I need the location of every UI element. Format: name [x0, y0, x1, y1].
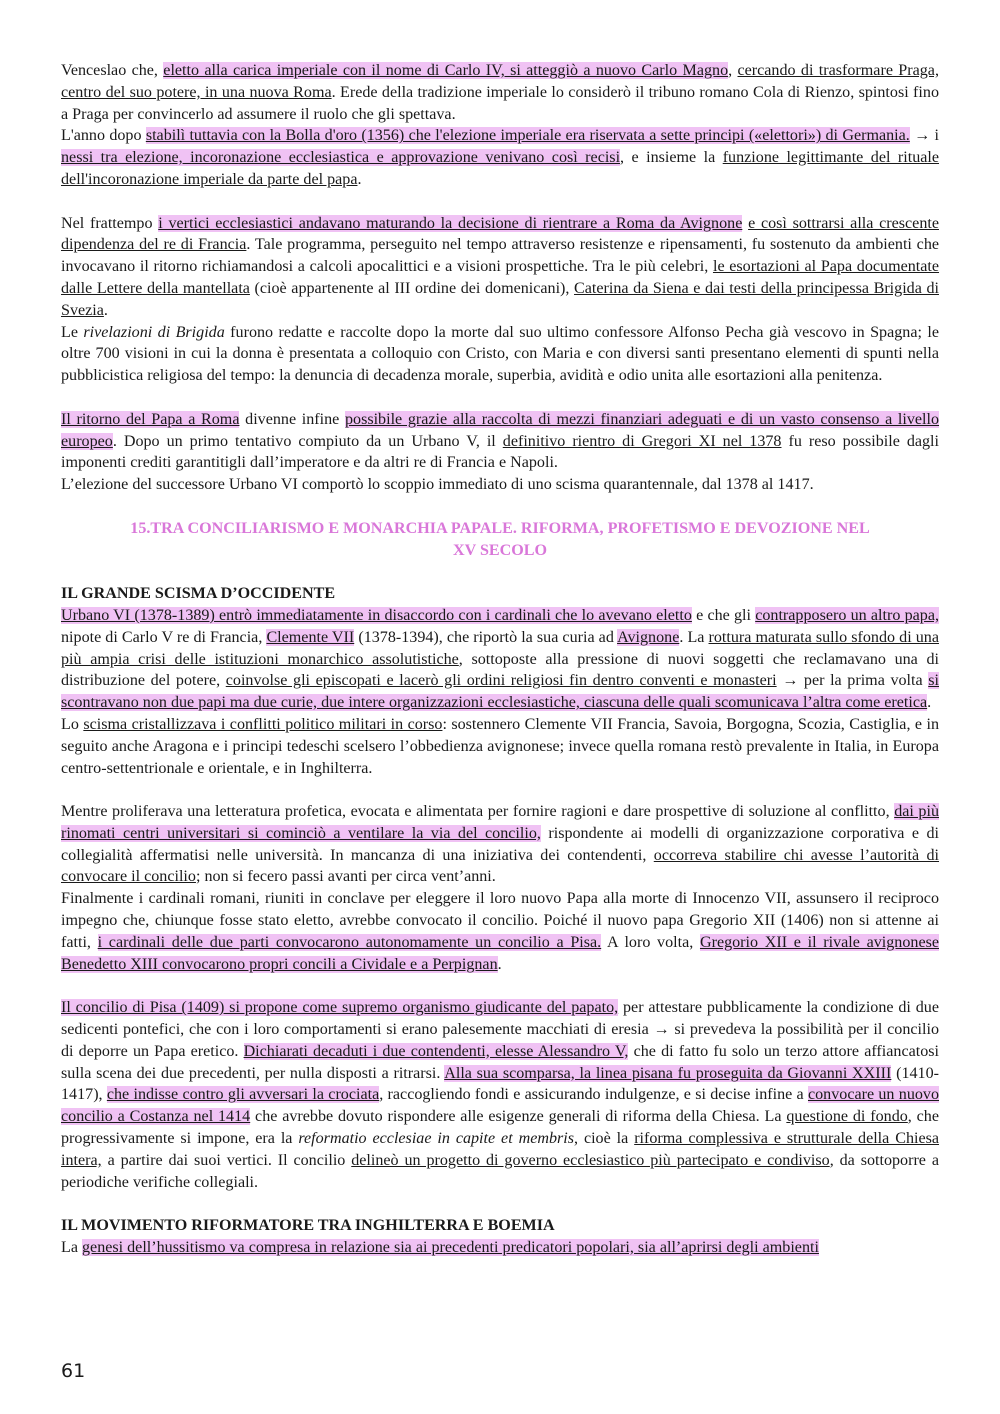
underlined-text: questione di fondo: [786, 1108, 908, 1126]
paragraph-vertici-ecclesiastici: Nel frattempo i vertici ecclesiastici andavano maturando la decisione di rientrare a Roma da Avignone e così sottrarsi alla crescente dipendenza del re di Francia. Tale programma, perseguito nel tempo attraverso resistenze e ripensamenti, fu sostenuto da ambienti che invocavano il ritorno richiamandosi a calcoli apocalittici e a visioni prospettiche. Tra le più celebri, le esortazioni al Papa documentate dalle Lettere della mantellata (cioè appartenente al III ordine dei domenicani), Caterina da Siena e dai testi della principessa Brigida di Svezia.: [61, 214, 940, 319]
underlined-text: scisma cristallizzava i conflitti politico militari in corso: [83, 715, 443, 733]
underlined-text: e così sottrarsi alla crescente dipendenza del re di Francia: [61, 214, 939, 254]
highlighted-text: eletto alla carica imperiale con il nome di Carlo IV, si atteggiò a nuovo Carlo Magno: [163, 62, 729, 79]
highlighted-text: contrapposero un altro papa,: [755, 606, 940, 624]
page-number: 61: [61, 1360, 86, 1382]
highlighted-text: Gregorio XII e il rivale avignonese Benedetto XIII convocarono propri concili a Cividale e a Perpignan: [61, 933, 939, 973]
highlighted-text: Urbano VI (1378-1389) entrò immediatamente in disaccordo con i cardinali che lo avevano eletto: [61, 606, 692, 624]
highlighted-text: Dichiarati decaduti i due contendenti, elesse Alessandro V,: [243, 1042, 629, 1060]
paragraph-scisma-conflitti: Lo scisma cristallizzava i conflitti politico militari in corso: sostennero Clemente VII Francia, Savoia, Borgogna, Scozia, Castiglia, e in seguito anche Aragona e i principi tedeschi scelsero l’obbedienza avignonese; invece quella romana restò prevalente in Italia, in Europa centro-settentrionale e orientale, e in Inghilterra.: [61, 715, 940, 777]
paragraph-cardinali-romani: Finalmente i cardinali romani, riuniti in conclave per eleggere il loro nuovo Papa alla morte di Innocenzo VII, assunsero il reciproco impegno che, chiunque fosse stato eletto, avrebbe convocato il concilio. Poiché il nuovo papa Gregorio XII (1406) non si attenne ai fatti, i cardinali delle due parti convocarono autonomamente un concilio a Pisa. A loro volta, Gregorio XII e il rivale avignonese Benedetto XIII convocarono propri concili a Cividale e a Perpignan.: [61, 890, 939, 973]
underlined-text: rottura maturata sullo sfondo di una più ampia crisi delle istituzioni monarchico assolutistiche: [61, 628, 939, 668]
arrow-icon: → i: [909, 127, 939, 145]
underlined-text: definitivo rientro di Gregori XI nel 1378: [502, 432, 782, 450]
highlighted-text: i cardinali delle due parti convocarono autonomamente un concilio a Pisa.: [97, 933, 602, 951]
paragraph-urbano-vi: Urbano VI (1378-1389) entrò immediatamente in disaccordo con i cardinali che lo avevano eletto e che gli contrapposero un altro papa, nipote di Carlo V re di Francia, Clemente VII (1378-1394), che riportò la sua curia ad Avignone. La rottura maturata sullo sfondo di una più ampia crisi delle istituzioni monarchico assolutistiche, sottoposte alla pressione di nuovi soggetti che reclamavano una di distribuzione del potere, coinvolse gli episcopati e lacerò gli ordini religiosi fin dentro conventi e monasteri → per la prima volta si scontravano non due papi ma due curie, due intere organizzazioni ecclesiastiche, ciascuna delle quali scomunicava l’altra come eretica.: [61, 606, 940, 712]
highlighted-text: che indisse contro gli avversari la crociata: [106, 1086, 380, 1104]
highlighted-text: i vertici ecclesiastici andavano maturando la decisione di rientrare a Roma da Avignone: [158, 214, 743, 232]
highlighted-text: si scontravano non due papi ma due curie, due intere organizzazioni ecclesiastiche, ciascuna delle quali scomunicava l’altra come eretica: [61, 672, 939, 712]
italic-text: reformatio ecclesiae in capite et membris: [298, 1130, 575, 1148]
underlined-text: delineò un progetto di governo ecclesiastico più partecipato e condiviso: [351, 1151, 830, 1169]
highlighted-text: Il ritorno del Papa a Roma: [61, 410, 240, 428]
paragraph-hussitismo: La genesi dell’hussitismo va compresa in relazione sia ai precedenti predicatori popolari, sia all’aprirsi degli ambienti: [61, 1239, 819, 1257]
paragraph-ritorno-papa: Il ritorno del Papa a Roma divenne infine possibile grazie alla raccolta di mezzi finanziari adeguati e di un vasto consenso a livello europeo. Dopo un primo tentativo compiuto da un Urbano V, il definitivo rientro di Gregori XI nel 1378 fu reso possibile dagli imponenti crediti garantitigli dall’imperatore e da altri re di Francia e Napoli.: [61, 410, 940, 472]
highlighted-text: Il concilio di Pisa (1409) si propone come supremo organismo giudicante del papato,: [61, 999, 619, 1017]
section-heading-movimento-riformatore: IL MOVIMENTO RIFORMATORE TRA INGHILTERRA E BOEMIA: [61, 1217, 555, 1235]
underlined-text: cercando di trasformare Praga, centro del suo potere, in una nuova Roma: [61, 62, 939, 101]
section-heading-grande-scisma: IL GRANDE SCISMA D’OCCIDENTE: [61, 585, 336, 603]
highlighted-text: stabilì tuttavia con la Bolla d'oro (1356) che l'elezione imperiale era riservata a sette principi («elettori») di Germania.: [145, 127, 910, 145]
highlighted-text: dai più rinomati centri universitari si cominciò a ventilare la via del concilio,: [61, 803, 939, 842]
paragraph-rivelazioni-brigida: Le rivelazioni di Brigida furono redatte e raccolte dopo la morte dal suo ultimo confessore Alfonso Pecha già vescovo in Spagna; le oltre 700 visioni in cui la donna è presentata a colloquio con Cristo, con Maria e con diversi santi presentano elementi di spunti nella pubblicistica religiosa del tempo: la denuncia di decadenza morale, superbia, avidità e odio unita alle esortazioni alla penitenza.: [61, 323, 939, 385]
highlighted-text: nessi tra elezione, incoronazione ecclesiastica e approvazione venivano così recisi: [61, 149, 621, 167]
paragraph-elezione-urbano: L’elezione del successore Urbano VI comportò lo scoppio immediato di uno scisma quarantennale, dal 1378 al 1417.: [61, 476, 814, 494]
underlined-text: funzione legittimante del rituale dell'incoronazione imperiale da parte del papa: [61, 149, 940, 188]
underlined-text: riforma complessiva e strutturale della Chiesa intera,: [61, 1130, 940, 1169]
underlined-text: Caterina da Siena e dai testi della principessa Brigida di Svezia: [61, 279, 939, 319]
highlighted-text: Avignone: [617, 628, 680, 646]
highlighted-text: Clemente VII: [266, 628, 355, 646]
highlighted-text: possibile grazie alla raccolta di mezzi finanziari adeguati e di un vasto consenso a livello europeo: [61, 410, 940, 450]
document-page: [61, 60, 939, 1259]
underlined-text: coinvolse gli episcopati e lacerò gli ordini religiosi fin dentro conventi e monasteri: [225, 672, 777, 690]
paragraph-venceslao: Venceslao che, eletto alla carica imperiale con il nome di Carlo IV, si atteggiò a nuovo Carlo Magno, cercando di trasformare Praga, centro del suo potere, in una nuova Roma. Erede della tradizione imperiale lo considerò il tribuno romano Cola di Rienzo, spintosi fino a Praga per convincerlo ad assumere il ruolo che gli spettava.: [61, 62, 939, 123]
highlighted-text: Alla sua scomparsa, la linea pisana fu proseguita da Giovanni XXIII: [444, 1064, 892, 1082]
underlined-text: le esortazioni al Papa documentate dalle Lettere della mantellata: [61, 258, 940, 297]
chapter-heading: 15.TRA CONCILIARISMO E MONARCHIA PAPALE. RIFORMA, PROFETISMO E DEVOZIONE NEL XV SECOLO: [130, 519, 870, 559]
highlighted-text: convocare un nuovo concilio a Costanza nel 1414: [61, 1086, 940, 1126]
arrow-icon: → per la prima volta: [776, 672, 929, 690]
highlighted-text: genesi dell’hussitismo va compresa in relazione sia ai precedenti predicatori popolari, sia all’aprirsi degli ambienti: [82, 1239, 819, 1257]
paragraph-letteratura-profetica: Mentre proliferava una letteratura profetica, evocata e alimentata per fornire ragioni e dare prospettive di soluzione al conflitto, dai più rinomati centri universitari si cominciò a ventilare la via del concilio, rispondente ai modelli di organizzazione corporativa e di collegialità affermatisi nelle università. In mancanza di una iniziativa dei contendenti, occorreva stabilire chi avesse l’autorità di convocare il concilio; non si fecero passi avanti per circa vent’anni.: [61, 803, 940, 886]
paragraph-bolla-doro: L'anno dopo stabilì tuttavia con la Bolla d'oro (1356) che l'elezione imperiale era riservata a sette principi («elettori») di Germania. → i nessi tra elezione, incoronazione ecclesiastica e approvazione venivano così recisi, e insieme la funzione legittimante del rituale dell'incoronazione imperiale da parte del papa.: [61, 127, 940, 188]
italic-text: rivelazioni di Brigida: [83, 323, 225, 341]
underlined-text: occorreva stabilire chi avesse l’autorità di convocare il concilio: [61, 846, 940, 886]
paragraph-concilio-pisa: Il concilio di Pisa (1409) si propone come supremo organismo giudicante del papato, per attestare pubblicamente la condizione di due sedicenti pontefici, che con i loro comportamenti si erano palesemente macchiati di eresia → si prevedeva la possibilità per il concilio di deporre un Papa eretico. Dichiarati decaduti i due contendenti, elesse Alessandro V, che di fatto fu solo un terzo attore affiancatosi sulla scena dei due precedenti, per nulla disposti a ritrarsi. Alla sua scomparsa, la linea pisana fu proseguita da Giovanni XXIII (1410-1417), che indisse contro gli avversari la crociata, raccogliendo fondi e assicurando indulgenze, e si decise infine a convocare un nuovo concilio a Costanza nel 1414 che avrebbe dovuto rispondere alle esigenze generali di riforma della Chiesa. La questione di fondo, che progressivamente si impone, era la reformatio ecclesiae in capite et membris, cioè la riforma complessiva e strutturale della Chiesa intera, a partire dai suoi vertici. Il concilio delineò un progetto di governo ecclesiastico più partecipato e condiviso, da sottoporre a periodiche verifiche collegiali.: [61, 999, 940, 1191]
